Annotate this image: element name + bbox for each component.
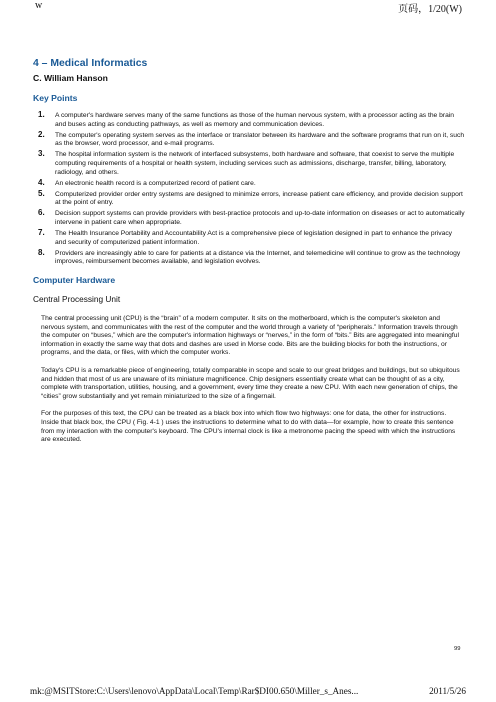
key-point-text: A computer's hardware serves many of the same functions as those of the human nervous system, with a processor acting as the brain and buses acting as conducting pathways, as well as memory and communication devices. [55,112,455,128]
key-point-item [33,188,465,208]
subsection-heading: Central Processing Unit [33,294,121,304]
page-number: 99 [454,646,461,652]
key-point-item [33,230,465,247]
body-paragraphs [33,315,465,445]
key-points-list [33,112,465,267]
footer-path: mk:@MSITStore:C:\Users\lenovo\AppData\Local\Temp\Rar$DI00.650\Miller_s_Anes... [30,686,359,696]
body-paragraph: The central processing unit (CPU) is the “brain” of a modern computer. It sits on the motherboard, which is the computer's skeleton and nervous system, and communicates with the rest of the computer and the world through a variety of “peripherals.” Information travels through the computer on “buses,” which are the computer's information highways or “nerves,” in the form of “bits.” Bits are aggregated into meaningful information in exactly the same way that dots and dashes are used in Morse code. Bits are the building blocks for both the instructions, or programs, and the data, or files, with which the computer works. [41,315,459,357]
header-page-indicator: 页码，1/20(W) [398,4,462,15]
author-name: C. William Hanson [33,73,108,83]
key-point-item [33,112,465,129]
section-heading: Computer Hardware [33,275,116,285]
key-point-text: Providers are increasingly able to care for patients at a distance via the Internet, and telemedicine will continue to grow as the technology improves, reimbursement becomes available, and legislation evolves. [55,249,461,266]
key-point-text: The Health Insurance Portability and Accountability Act is a comprehensive piece of legislation designed in part to enhance the privacy and security of computerized patient information. [55,230,453,246]
key-point-item [33,210,465,227]
key-point-number: 4. [38,177,45,187]
key-point-number: 3. [38,149,45,159]
header-left: w [35,0,43,11]
key-points-heading: Key Points [33,93,78,103]
key-point-number: 1. [38,110,45,119]
key-point-item [33,151,465,177]
key-point-text: Computerized provider order entry systems are designed to minimize errors, increase patient care efficiency, and provide decision support at the point of entry. [55,190,463,207]
chapter-title: 4 – Medical Informatics [33,58,148,69]
key-point-text: The computer's operating system serves as the interface or translator between its hardware and the software programs that run on it, such as the browser, word processor, and e-mail programs. [55,131,465,148]
key-point-text: An electronic health record is a computerized record of patient care. [55,179,256,187]
body-paragraph: For the purposes of this text, the CPU can be treated as a black box into which flow two highways: one for data, the other for instructions. Inside that black box, the CPU ( Fig. 4-1 ) uses the instructions to determine what to do with data—for example, how to create this sentence from my interaction with the computer's keyboard. The CPU's internal clock is like a metronome pacing the speed with which the instructions are executed. [41,410,456,444]
key-point-text: Decision support systems can provide providers with best-practice protocols and up-to-date information on diseases or act to automatically intervene in patient care when appropriate. [55,210,465,227]
key-point-number: 7. [38,228,45,238]
key-point-number: 2. [38,129,45,139]
key-point-number: 5. [38,188,45,198]
footer-date: 2011/5/26 [429,686,466,696]
key-point-number: 6. [38,208,45,218]
key-point-text: The hospital information system is the network of interfaced subsystems, both hardware and software, that coexist to serve the multiple computing requirements of a hospital or health system, including services such as admissions, discharge, transfer, billing, laboratory, radiology, and others. [55,151,455,176]
key-point-item [33,129,465,149]
key-point-item [33,177,465,189]
document-body [33,58,465,454]
body-paragraph: Today's CPU is a remarkable piece of engineering, totally comparable in scope and scale to our great bridges and buildings, but so ubiquitous and hidden that most of us are unaware of its miniature magnificence. Chip designers essentially create what can be thought of as a city, complete with transportation, utilities, housing, and a government, every time they create a new CPU. With each new generation of chips, the “cities” grow substantially and yet remain miniaturized to the size of a fingernail. [41,366,460,400]
key-point-item [33,247,465,267]
key-point-number: 8. [38,247,45,257]
